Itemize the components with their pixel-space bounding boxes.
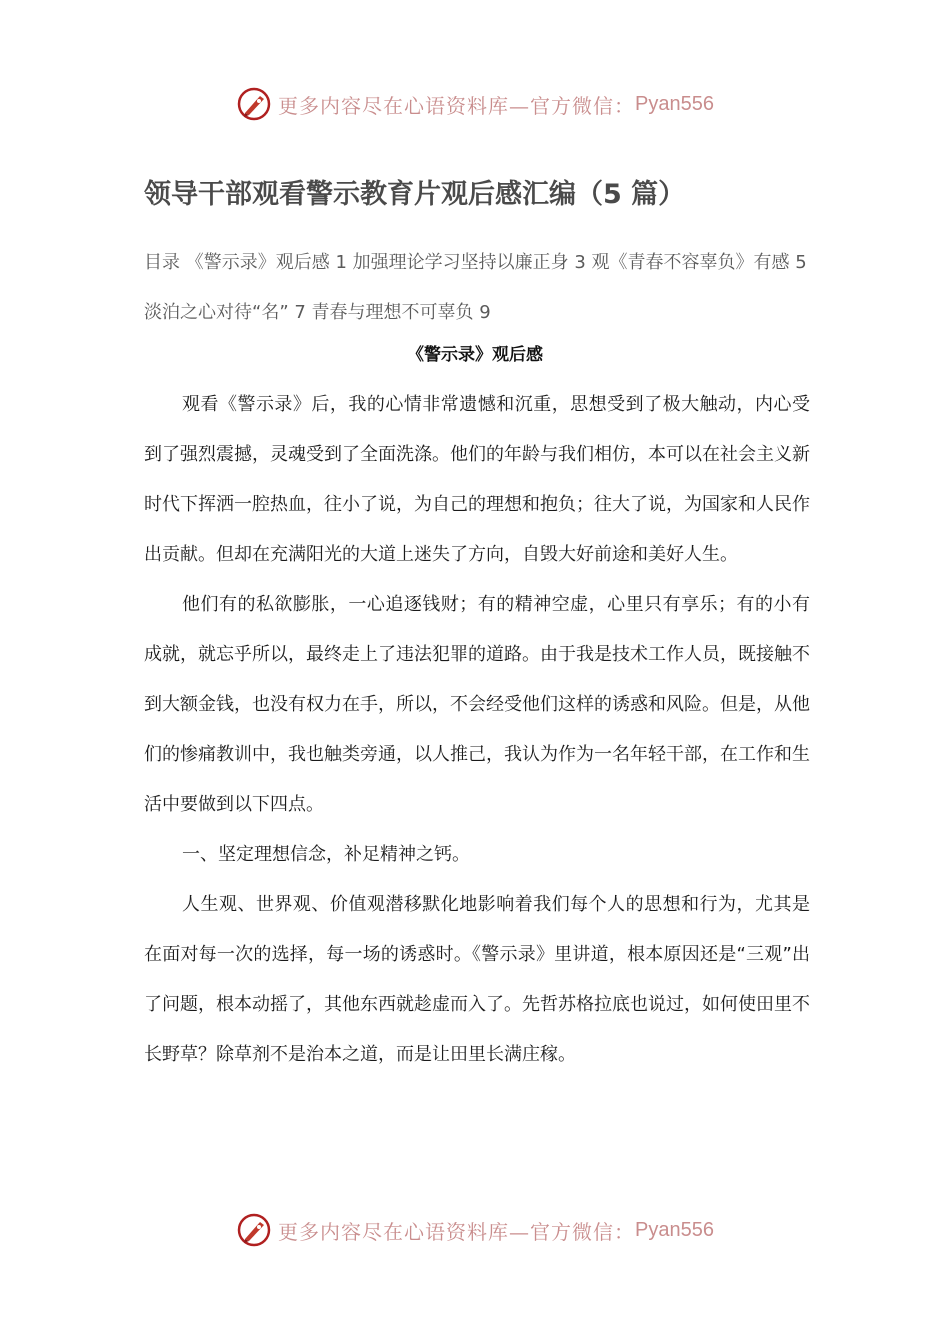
section-title: 《警示录》观后感 <box>407 345 543 365</box>
paragraph: 一、坚定理想信念，补足精神之钙。 <box>182 844 470 865</box>
pen-nib-logo-icon <box>236 1212 272 1248</box>
watermark-text: 更多内容尽在心语资料库—官方微信： <box>278 93 636 118</box>
document-title: 领导干部观看警示教育片观后感汇编（5 篇） <box>144 179 686 210</box>
pen-nib-logo-icon <box>236 86 272 122</box>
body-text <box>144 380 810 1080</box>
paragraph: 观看《警示录》后，我的心情非常遗憾和沉重，思想受到了极大触动，内心受到了强烈震撼，灵魂受到了全面洗涤。他们的年龄与我们相仿，本可以在社会主义新时代下挥洒一腔热血，往小了说，为自己的理想和抱负；往大了说，为国家和人民作出贡献。但却在充满阳光的大道上迷失了方向，自毁大好前途和美好人生。 <box>144 394 810 565</box>
watermark-wechat-id: Pyan556 <box>635 1218 714 1241</box>
paragraph: 他们有的私欲膨胀，一心追逐钱财；有的精神空虚，心里只有享乐；有的小有成就，就忘乎所以，最终走上了违法犯罪的道路。由于我是技术工作人员，既接触不到大额金钱，也没有权力在手，所以，不会经受他们这样的诱惑和风险。但是，从他们的惨痛教训中，我也触类旁通，以人推己，我认为作为一名年轻干部，在工作和生活中要做到以下四点。 <box>144 594 810 815</box>
table-of-contents: 目录 《警示录》观后感 1 加强理论学习坚持以廉正身 3 观《青春不容辜负》有感 5 淡泊之心对待“名” 7 青春与理想不可辜负 9 <box>144 252 807 323</box>
watermark-wechat-id: Pyan556 <box>635 92 714 115</box>
watermark-banner-top <box>0 84 950 124</box>
watermark-text: 更多内容尽在心语资料库—官方微信： <box>278 1219 636 1244</box>
paragraph: 人生观、世界观、价值观潜移默化地影响着我们每个人的思想和行为，尤其是在面对每一次的选择，每一场的诱惑时。《警示录》里讲道，根本原因还是“三观”出了问题，根本动摇了，其他东西就趁虚而入了。先哲苏格拉底也说过，如何使田里不长野草？除草剂不是治本之道，而是让田里长满庄稼。 <box>144 894 810 1065</box>
watermark-banner-bottom <box>0 1210 950 1250</box>
